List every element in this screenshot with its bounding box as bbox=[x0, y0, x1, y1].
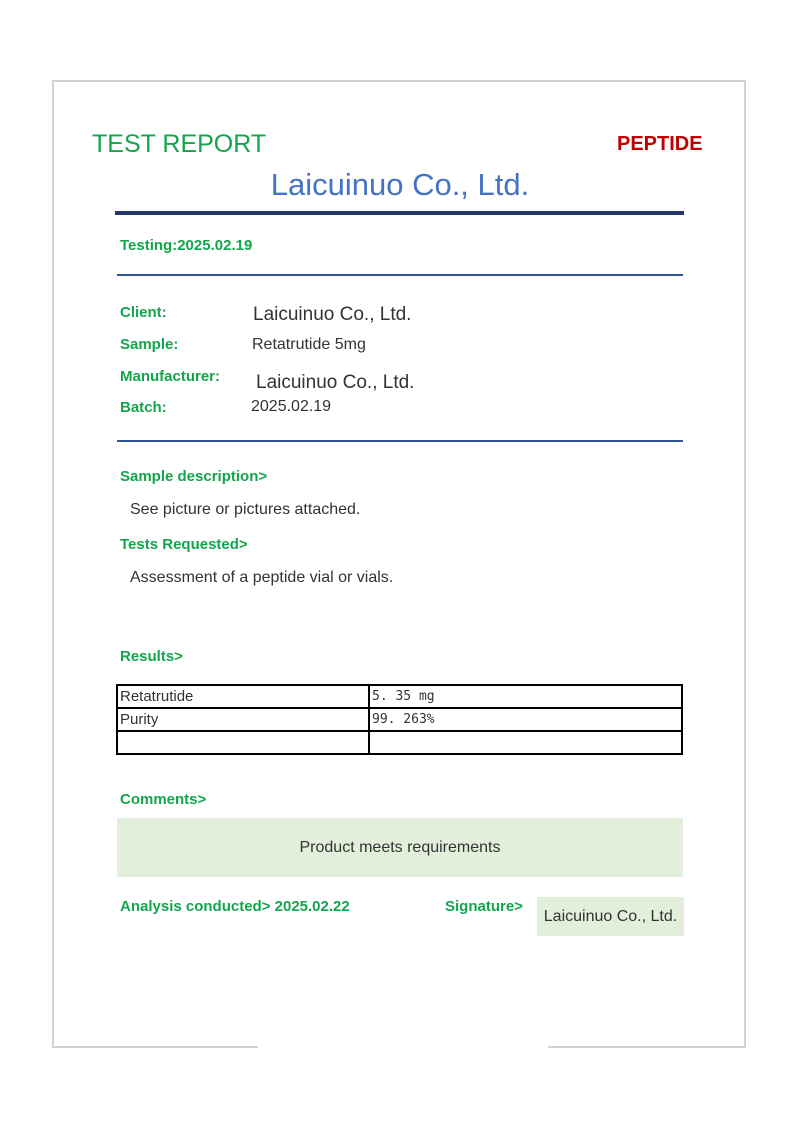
table-row bbox=[117, 708, 682, 731]
sample-description-heading: Sample description> bbox=[120, 468, 268, 485]
batch-value: 2025.02.19 bbox=[251, 398, 332, 415]
section-divider bbox=[117, 440, 683, 442]
client-value: Laicuinuo Co., Ltd. bbox=[253, 304, 412, 325]
client-label: Client: bbox=[120, 304, 167, 321]
result-name bbox=[117, 731, 369, 754]
result-name: Purity bbox=[117, 708, 369, 731]
sample-description-text: See picture or pictures attached. bbox=[130, 501, 361, 518]
tests-requested-heading: Tests Requested> bbox=[120, 536, 248, 553]
signature-box bbox=[537, 897, 684, 936]
signature-value: Laicuinuo Co., Ltd. bbox=[543, 907, 678, 925]
testing-date: Testing:2025.02.19 bbox=[120, 237, 253, 254]
title-divider bbox=[115, 211, 684, 215]
comments-heading: Comments> bbox=[120, 791, 207, 808]
results-heading: Results> bbox=[120, 648, 183, 665]
batch-label: Batch: bbox=[120, 399, 167, 416]
manufacturer-label: Manufacturer: bbox=[120, 368, 221, 385]
report-category: PEPTIDE bbox=[617, 133, 703, 155]
result-value: 5. 35 mg bbox=[369, 685, 682, 708]
comments-box bbox=[117, 818, 683, 877]
result-value: 99. 263% bbox=[369, 708, 682, 731]
result-value bbox=[369, 731, 682, 754]
table-row bbox=[117, 731, 682, 754]
tests-requested-text: Assessment of a peptide vial or vials. bbox=[130, 569, 394, 586]
results-table bbox=[116, 684, 683, 755]
result-name: Retatrutide bbox=[117, 685, 369, 708]
frame-gap bbox=[258, 1043, 548, 1053]
table-row bbox=[117, 685, 682, 708]
manufacturer-value: Laicuinuo Co., Ltd. bbox=[256, 372, 415, 393]
section-divider bbox=[117, 274, 683, 276]
report-title: TEST REPORT bbox=[92, 130, 267, 158]
sample-value: Retatrutide 5mg bbox=[252, 336, 366, 353]
comments-text: Product meets requirements bbox=[299, 838, 501, 856]
analysis-conducted: Analysis conducted> 2025.02.22 bbox=[120, 898, 350, 915]
signature-label: Signature> bbox=[445, 898, 523, 915]
company-title: Laicuinuo Co., Ltd. bbox=[270, 167, 530, 202]
sample-label: Sample: bbox=[120, 336, 179, 353]
